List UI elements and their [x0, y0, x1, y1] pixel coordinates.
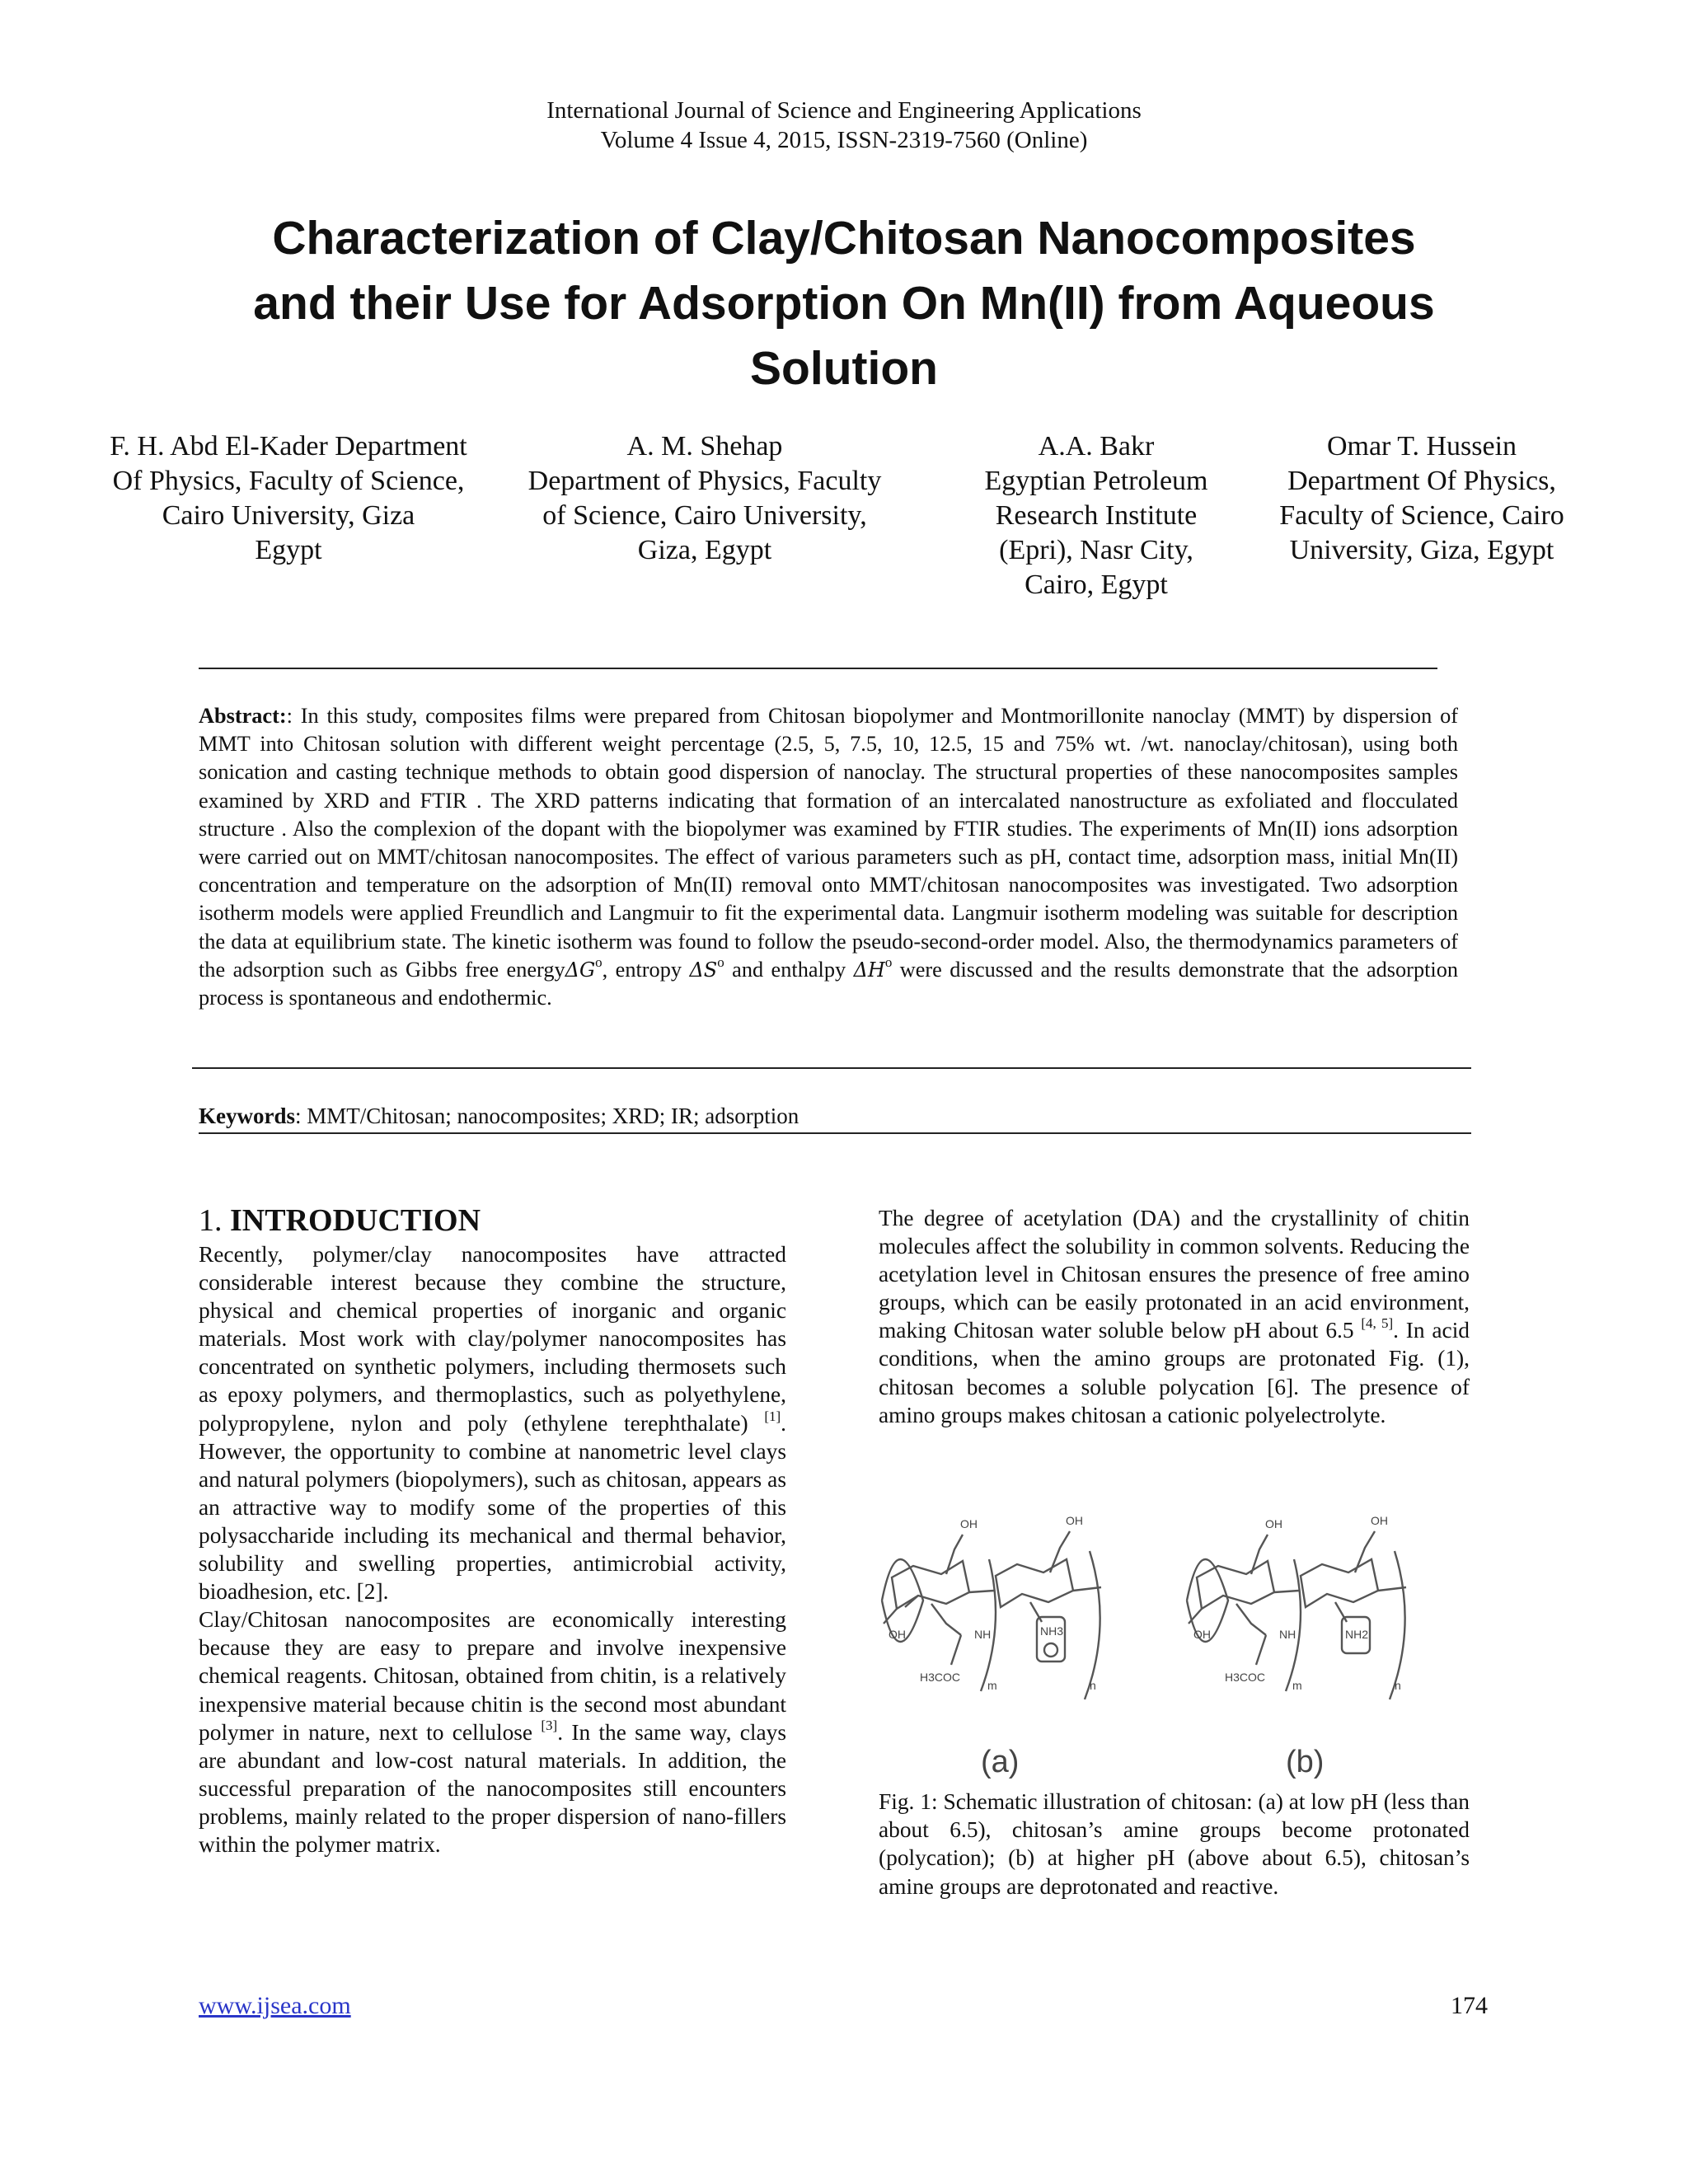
- page-number: 174: [1451, 1992, 1488, 2019]
- chitosan-structure-figure: [865, 1502, 1475, 1807]
- abstract-text: were discussed and the results demonstrate that the adsorption process is spontaneous and endothermic.: [199, 957, 1458, 1010]
- author-line: A.A. Bakr: [1038, 431, 1155, 462]
- author-line: Department Of Physics,: [1287, 466, 1556, 496]
- author-line: F. H. Abd El-Kader Department: [110, 431, 467, 462]
- journal-header: [0, 96, 1688, 155]
- superscript: o: [884, 954, 893, 970]
- abstract-text: , entropy: [602, 957, 690, 982]
- title-line: and their Use for Adsorption On Mn(II) from Aqueous: [253, 277, 1435, 330]
- h3coc-label: H3COC: [1225, 1671, 1266, 1684]
- n-label: n: [1395, 1679, 1401, 1692]
- panel-label-a: (a): [981, 1745, 1020, 1779]
- right-column-body: [879, 1204, 1470, 1429]
- oh-label: OH: [960, 1517, 978, 1530]
- paragraph-text: . In acid conditions, when the amino groups are protonated Fig. (1), chitosan becomes a soluble polycation [6]. The presence of amino groups makes chitosan a cationic polyelectrolyte.: [879, 1318, 1470, 1427]
- gibbs-symbol: ΔG: [565, 958, 596, 982]
- author-line: Egypt: [255, 535, 322, 565]
- author-line: (Epri), Nasr City,: [999, 535, 1193, 565]
- author-line: Cairo University, Giza: [162, 500, 415, 531]
- nh3-label: NH3: [1040, 1624, 1064, 1638]
- abstract-text: and enthalpy: [724, 957, 854, 982]
- paragraph-text: . In the same way, clays are abundant and low-cost natural materials. In addition, the successful preparation of the nanocomposites still encounters problems, mainly related to the proper dispersion of nano-fillers within the polymer matrix.: [199, 1719, 786, 1857]
- title-divider: [199, 668, 1437, 669]
- author-line: of Science, Cairo University,: [542, 500, 867, 531]
- oh-label: OH: [889, 1628, 906, 1641]
- section-number: 1.: [199, 1203, 223, 1238]
- oh-label: OH: [1371, 1514, 1388, 1527]
- n-label: n: [1090, 1679, 1096, 1692]
- author-block-4: [1240, 429, 1603, 568]
- author-line: University, Giza, Egypt: [1289, 535, 1554, 565]
- journal-name: International Journal of Science and Engineering Applications: [546, 97, 1142, 124]
- author-line: Of Physics, Faculty of Science,: [112, 466, 465, 496]
- m-label: m: [1292, 1679, 1302, 1692]
- abstract: [199, 702, 1458, 1012]
- section-title: INTRODUCTION: [230, 1203, 481, 1238]
- journal-volume: Volume 4 Issue 4, 2015, ISSN-2319-7560 (Online): [600, 127, 1088, 153]
- author-line: Egyptian Petroleum: [984, 466, 1208, 496]
- nh-label: NH: [1279, 1628, 1296, 1641]
- citation: [1]: [764, 1408, 781, 1424]
- intro-body: [199, 1240, 786, 1858]
- oh-label: OH: [1265, 1517, 1282, 1530]
- author-line: Faculty of Science, Cairo: [1279, 500, 1564, 531]
- author-line: Omar T. Hussein: [1326, 431, 1517, 462]
- oh-label: OH: [1193, 1628, 1211, 1641]
- paper-title: [132, 206, 1556, 401]
- superscript: o: [595, 954, 603, 970]
- author-block-2: [499, 429, 911, 568]
- author-block-3: [915, 429, 1278, 602]
- paragraph-text: . However, the opportunity to combine at nanometric level clays and natural polymers (biopolymers), such as chitosan, appears as an attractive way to modify some of the properties of this polysaccharide including its mechanical and thermal behavior, solubility and swelling properties, antimicrobial activity, bioadhesion, etc. [2].: [199, 1410, 786, 1605]
- title-line: Characterization of Clay/Chitosan Nanocomposites: [272, 212, 1416, 265]
- abstract-divider: [192, 1067, 1471, 1069]
- author-line: Giza, Egypt: [637, 535, 772, 565]
- keywords: [199, 1102, 799, 1130]
- keywords-label: Keywords: [199, 1104, 295, 1128]
- h3coc-label: H3COC: [920, 1671, 961, 1684]
- author-line: A. M. Shehap: [626, 431, 783, 462]
- entropy-symbol: ΔS: [689, 958, 718, 982]
- superscript: o: [717, 954, 724, 970]
- paragraph-text: Recently, polymer/clay nanocomposites have attracted considerable interest because they combine the structure, physical and chemical properties of inorganic and organic materials. Most work with clay/polymer nanocomposites has concentrated on synthetic polymers, including thermosets such as epoxy polymers, and thermoplastics, such as polyethylene, polypropylene, nylon and poly (ethylene terephthalate): [199, 1242, 786, 1436]
- author-line: Research Institute: [995, 500, 1198, 531]
- panel-label-b: (b): [1286, 1745, 1325, 1779]
- citation: [3]: [541, 1717, 558, 1733]
- citation: [4, 5]: [1361, 1315, 1394, 1332]
- website-link[interactable]: www.ijsea.com: [199, 1992, 351, 2019]
- paragraph-text: The degree of acetylation (DA) and the crystallinity of chitin molecules affect the solubility in common solvents. Reducing the acetylation level in Chitosan ensures the presence of free amino groups, which can be easily protonated in an acid environment, making Chitosan water soluble below pH about 6.5: [879, 1206, 1470, 1343]
- abstract-label: Abstract:: [199, 704, 287, 728]
- abstract-text: : In this study, composites films were prepared from Chitosan biopolymer and Montmorillonite nanoclay (MMT) by dispersion of MMT into Chitosan solution with different weight percentage (2.5, 5, 7.5, 10, 12.5, 15 and 75% wt. /wt. nanoclay/chitosan), using both sonication and casting technique methods to obtain good dispersion of nanoclay. The structural properties of these nanocomposites samples examined by XRD and FTIR . The XRD patterns indicating that formation of an intercalated nanostructure as exfoliated and flocculated structure . Also the complexion of the dopant with the biopolymer was examined by FTIR studies. The experiments of Mn(II) ions adsorption were carried out on MMT/chitosan nanocomposites. The effect of various parameters such as pH, contact time, adsorption mass, initial Mn(II) concentration and temperature on the adsorption of Mn(II) removal onto MMT/chitosan nanocomposites was investigated. Two adsorption isotherm models were applied Freundlich and Langmuir to fit the experimental data. Langmuir isotherm modeling was suitable for description the data at equilibrium state. The kinetic isotherm was found to follow the pseudo-second-order model. Also, the thermodynamics parameters of the adsorption such as Gibbs free energy: [199, 704, 1458, 982]
- figure-caption: Fig. 1: Schematic illustration of chitosan: (a) at low pH (less than about 6.5), chitosan’s amine groups become protonated (polycation); (b) at higher pH (above about 6.5), chitosan’s amine groups are deprotonated and reactive.: [879, 1789, 1470, 1899]
- keywords-divider: [199, 1132, 1471, 1134]
- author-block-1: [82, 429, 495, 568]
- title-line: Solution: [750, 342, 938, 395]
- section-heading: [199, 1202, 481, 1240]
- oh-label: OH: [1066, 1514, 1083, 1527]
- author-line: Cairo, Egypt: [1025, 569, 1168, 600]
- nh2-label: NH2: [1345, 1628, 1369, 1641]
- keywords-text: : MMT/Chitosan; nanocomposites; XRD; IR; adsorption: [295, 1104, 799, 1128]
- m-label: m: [987, 1679, 997, 1692]
- paragraph-text: Clay/Chitosan nanocomposites are economically interesting because they are easy to prepare and involve inexpensive chemical reagents. Chitosan, obtained from chitin, is a relatively inexpensive material because chitin is the second most abundant polymer in nature, next to cellulose: [199, 1607, 786, 1745]
- nh-label: NH: [974, 1628, 992, 1641]
- enthalpy-symbol: ΔH: [853, 958, 885, 982]
- author-line: Department of Physics, Faculty: [528, 466, 882, 496]
